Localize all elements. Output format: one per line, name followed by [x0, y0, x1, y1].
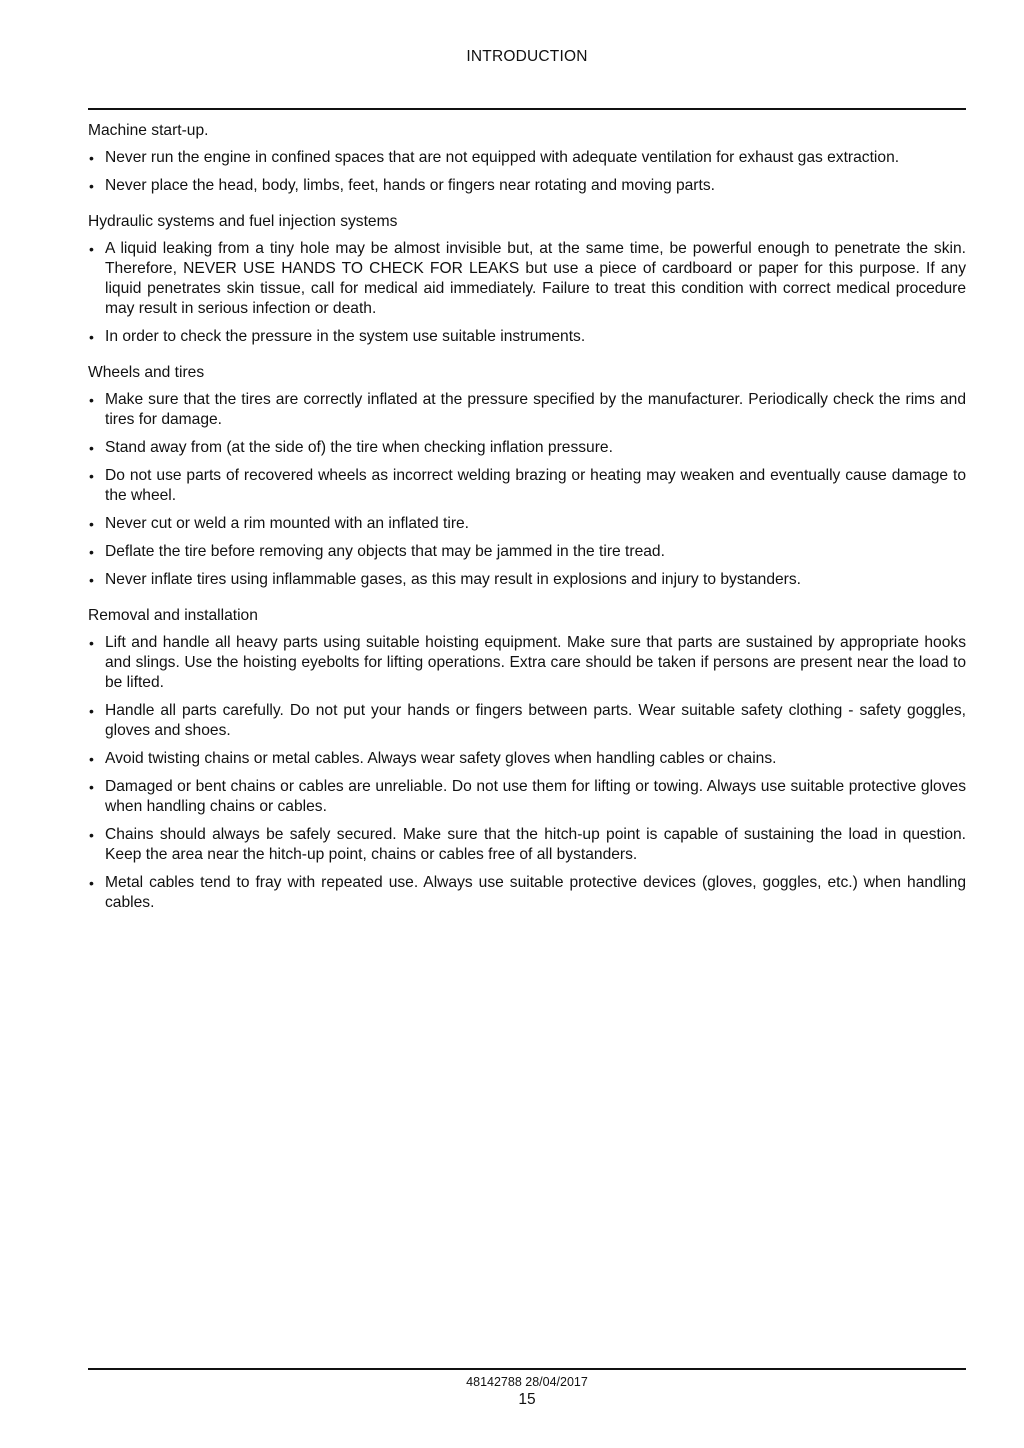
bullet-list	[88, 390, 966, 590]
list-item-text: Lift and handle all heavy parts using suitable hoisting equipment. Make sure that parts are sustained by appropriate hooks and slings. Use the hoisting eyebolts for lifting operations. Extra care should be taken if persons are present near the load to be lifted.	[105, 634, 966, 691]
section-hydraulic-systems	[88, 212, 966, 347]
section-machine-start-up	[88, 121, 966, 196]
list-item	[88, 701, 966, 741]
bullet-icon: •	[89, 751, 94, 767]
bullet-icon: •	[89, 779, 94, 795]
bullet-icon: •	[89, 635, 94, 651]
list-item	[88, 466, 966, 506]
list-item-text: Never inflate tires using inflammable gases, as this may result in explosions and injury to bystanders.	[105, 571, 801, 588]
footer-page-number: 15	[518, 1391, 536, 1408]
bullet-icon: •	[89, 241, 94, 257]
bullet-icon: •	[89, 150, 94, 166]
section-title: Removal and installation	[88, 607, 258, 624]
list-item-text: A liquid leaking from a tiny hole may be almost invisible but, at the same time, be powerful enough to penetrate the skin. Therefore, NEVER USE HANDS TO CHECK FOR LEAKS but use a piece of cardboard or paper for this purpose. If any liquid penetrates skin tissue, call for medical aid immediately. Failure to treat this condition with correct medical procedure may result in serious infection or death.	[105, 240, 966, 317]
bullet-icon: •	[89, 572, 94, 588]
list-item-text: Stand away from (at the side of) the tire when checking inflation pressure.	[105, 439, 613, 456]
section-title: Hydraulic systems and fuel injection systems	[88, 213, 398, 230]
bullet-icon: •	[89, 178, 94, 194]
section-wheels-and-tires	[88, 363, 966, 590]
list-item	[88, 825, 966, 865]
list-item	[88, 873, 966, 913]
list-item	[88, 438, 966, 458]
list-item	[88, 239, 966, 319]
list-item	[88, 514, 966, 534]
section-title: Machine start-up.	[88, 122, 209, 139]
list-item	[88, 327, 966, 347]
list-item	[88, 570, 966, 590]
list-item-text: Avoid twisting chains or metal cables. Always wear safety gloves when handling cables or chains.	[105, 750, 777, 767]
bullet-icon: •	[89, 329, 94, 345]
section-title: Wheels and tires	[88, 364, 205, 381]
bullet-icon: •	[89, 827, 94, 843]
list-item	[88, 633, 966, 693]
list-item-text: Do not use parts of recovered wheels as incorrect welding brazing or heating may weaken and eventually cause damage to the wheel.	[105, 467, 966, 504]
list-item	[88, 390, 966, 430]
list-item-text: Chains should always be safely secured. Make sure that the hitch-up point is capable of sustaining the load in question. Keep the area near the hitch-up point, chains or cables free of all bystanders.	[105, 826, 966, 863]
list-item	[88, 176, 966, 196]
bullet-icon: •	[89, 875, 94, 891]
list-item-text: Damaged or bent chains or cables are unreliable. Do not use them for lifting or towing. Always use suitable protective gloves when handling chains or cables.	[105, 778, 966, 815]
list-item-text: Never cut or weld a rim mounted with an inflated tire.	[105, 515, 470, 532]
page-content	[88, 121, 966, 929]
list-item-text: Metal cables tend to fray with repeated use. Always use suitable protective devices (gloves, goggles, etc.) when handling cables.	[105, 874, 966, 911]
list-item	[88, 542, 966, 562]
footer-doc-reference: 48142788 28/04/2017	[466, 1375, 588, 1389]
section-removal-and-installation	[88, 606, 966, 913]
list-item	[88, 777, 966, 817]
bullet-icon: •	[89, 544, 94, 560]
bullet-icon: •	[89, 703, 94, 719]
footer-divider	[88, 1368, 966, 1370]
list-item-text: Deflate the tire before removing any objects that may be jammed in the tire tread.	[105, 543, 665, 560]
bullet-icon: •	[89, 392, 94, 408]
list-item-text: Handle all parts carefully. Do not put your hands or fingers between parts. Wear suitable safety clothing - safety goggles, gloves and shoes.	[105, 702, 966, 739]
bullet-icon: •	[89, 468, 94, 484]
page-header-title: INTRODUCTION	[466, 48, 588, 65]
list-item-text: Never run the engine in confined spaces that are not equipped with adequate ventilation for exhaust gas extraction.	[105, 149, 900, 166]
bullet-list	[88, 148, 966, 196]
list-item	[88, 148, 966, 168]
list-item-text: Never place the head, body, limbs, feet, hands or fingers near rotating and moving parts.	[105, 177, 715, 194]
list-item-text: Make sure that the tires are correctly inflated at the pressure specified by the manufacturer. Periodically check the rims and tires for damage.	[105, 391, 966, 428]
bullet-icon: •	[89, 516, 94, 532]
bullet-list	[88, 239, 966, 347]
header-divider	[88, 108, 966, 110]
bullet-icon: •	[89, 440, 94, 456]
list-item	[88, 749, 966, 769]
bullet-list	[88, 633, 966, 913]
list-item-text: In order to check the pressure in the system use suitable instruments.	[105, 328, 586, 345]
